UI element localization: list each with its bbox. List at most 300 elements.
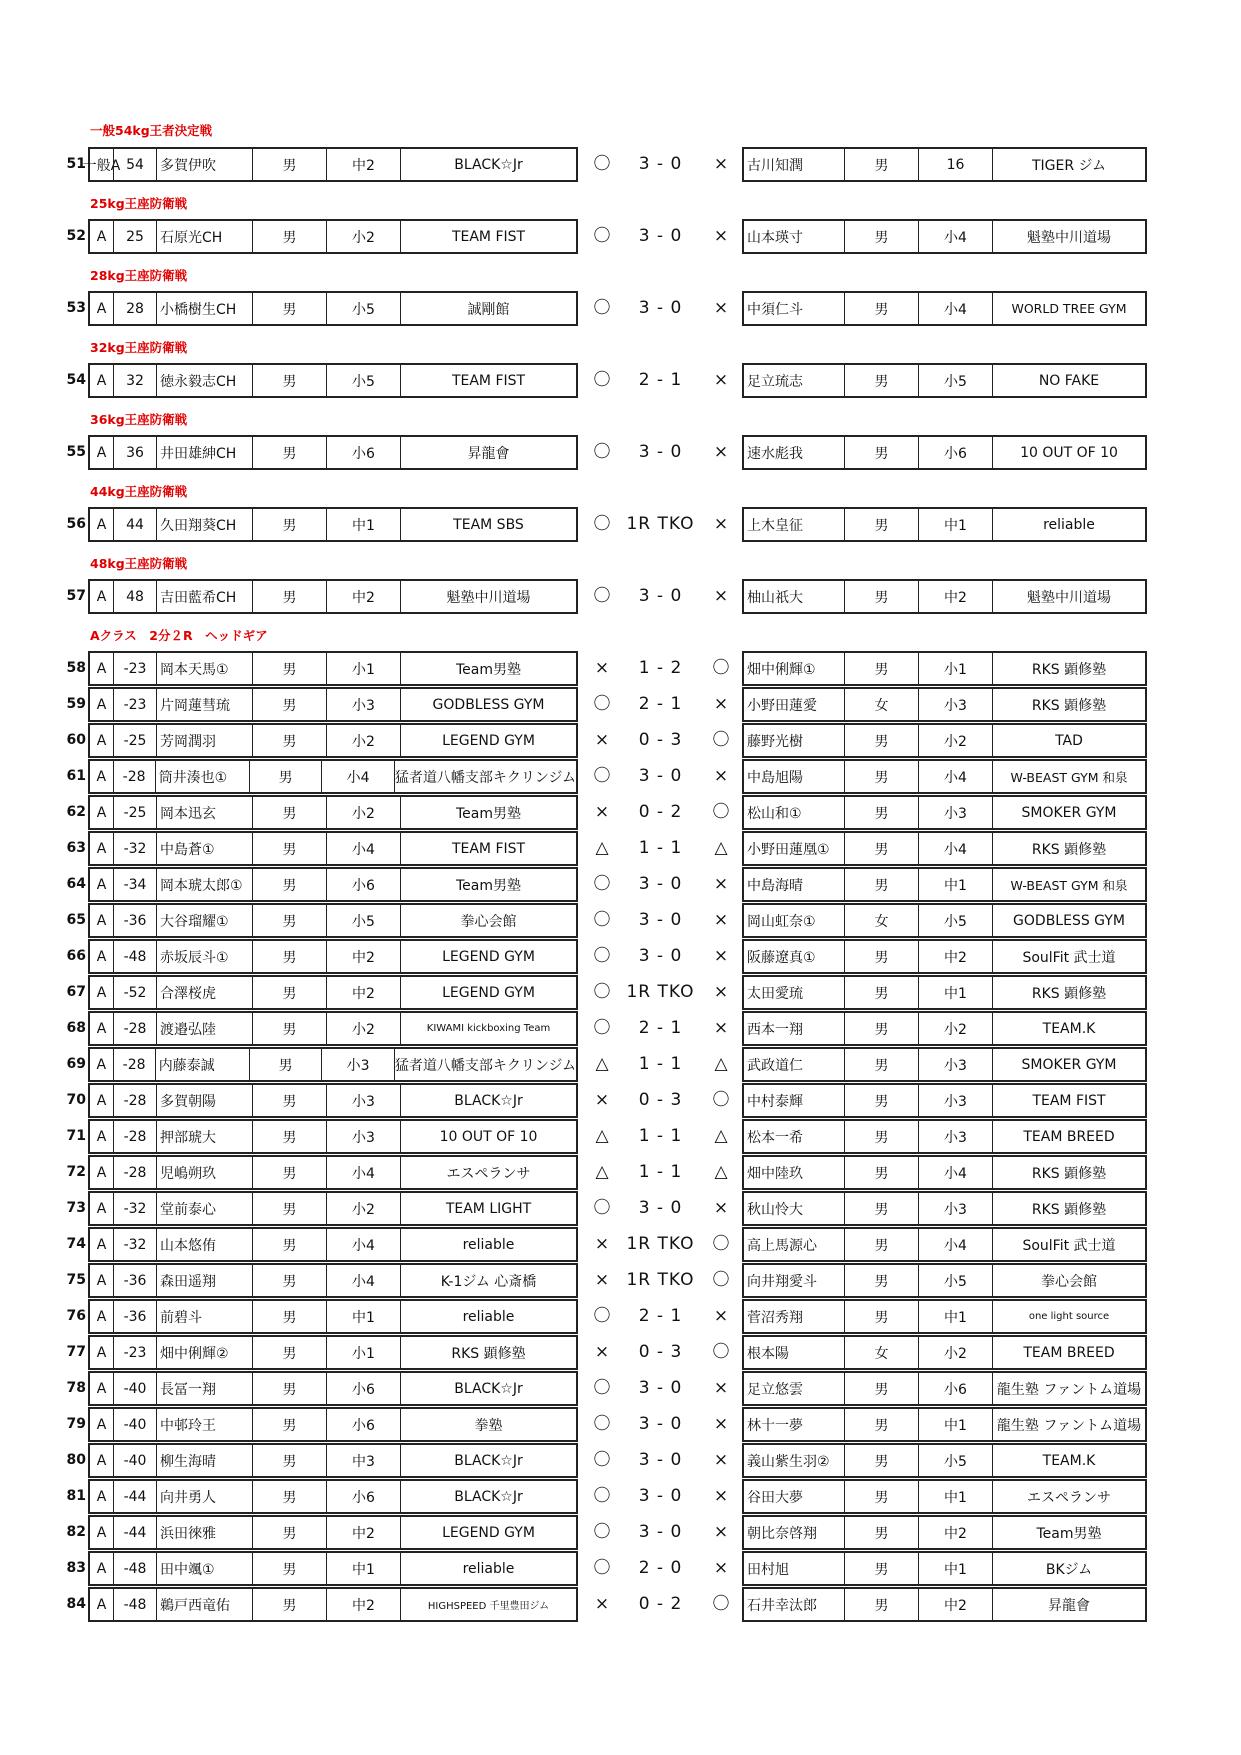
fighter-name: 岡本琥太郎① — [156, 869, 252, 900]
left-fighter — [88, 975, 578, 1010]
gym-name: 拳塾 — [400, 1409, 576, 1440]
score: 0 - 2 — [638, 802, 683, 822]
opponent-gym: RKS 顕修塾 — [992, 1193, 1145, 1224]
opponent-name: 石井幸汰郎 — [747, 1597, 817, 1614]
weight-cell: -28 — [113, 1013, 156, 1044]
fighter-name: 岡本天馬① — [156, 653, 252, 684]
score: 1R TKO — [626, 514, 695, 534]
gym-name: LEGEND GYM — [400, 725, 576, 756]
fighter-name: 岡本迅玄 — [156, 797, 252, 828]
left-result-mark: 〇 — [593, 910, 611, 930]
score: 3 - 0 — [638, 1414, 683, 1434]
grade-cell: 小5 — [326, 365, 400, 396]
right-fighter — [742, 795, 1147, 830]
gym-name: 猛者道八幡支部キクリンジム — [394, 761, 576, 792]
left-fighter — [88, 1443, 578, 1478]
right-result-mark: × — [713, 1558, 729, 1578]
left-fighter — [88, 1407, 578, 1442]
opponent-gym: 昇龍會 — [992, 1589, 1145, 1620]
opponent-sex: 男 — [844, 1013, 918, 1044]
bout-row — [0, 1227, 1241, 1262]
left-fighter — [88, 507, 578, 542]
left-result-mark: 〇 — [593, 514, 611, 534]
opponent-grade: 小3 — [918, 1049, 992, 1080]
opponent-name: 根本陽 — [747, 1345, 789, 1362]
bout-number: 80 — [66, 1452, 86, 1468]
right-fighter — [742, 1083, 1147, 1118]
opponent-name: 武政道仁 — [747, 1057, 803, 1074]
weight-cell: -34 — [113, 869, 156, 900]
left-result-mark: 〇 — [593, 982, 611, 1002]
bout-row — [0, 1011, 1241, 1046]
opponent-gym: SMOKER GYM — [992, 1049, 1145, 1080]
left-fighter — [88, 1119, 578, 1154]
weight-cell: -36 — [113, 905, 156, 936]
right-fighter — [742, 831, 1147, 866]
right-result-mark: × — [713, 1306, 729, 1326]
grade-cell: 小2 — [326, 221, 400, 252]
sex-cell: 男 — [252, 509, 326, 540]
left-fighter — [88, 363, 578, 398]
class-cell: A — [96, 1020, 107, 1037]
opponent-grade: 小2 — [918, 1337, 992, 1368]
opponent-grade: 中2 — [918, 1589, 992, 1620]
opponent-name: 高上馬源心 — [747, 1237, 817, 1254]
opponent-grade: 小2 — [918, 725, 992, 756]
class-cell: A — [96, 1200, 107, 1217]
weight-cell: 44 — [113, 509, 156, 540]
left-result-mark: × — [594, 1342, 610, 1362]
bout-row — [0, 975, 1241, 1010]
right-fighter — [742, 1515, 1147, 1550]
score: 1R TKO — [626, 1270, 695, 1290]
bout-row — [0, 291, 1241, 326]
score: 3 - 0 — [638, 1198, 683, 1218]
weight-cell: -28 — [113, 1121, 156, 1152]
opponent-sex: 男 — [844, 1121, 918, 1152]
sex-cell: 男 — [252, 1121, 326, 1152]
class-cell: A — [96, 840, 107, 857]
sex-cell: 男 — [252, 437, 326, 468]
opponent-gym: RKS 顕修塾 — [992, 1157, 1145, 1188]
sex-cell: 男 — [252, 1013, 326, 1044]
opponent-name: 山本瑛寸 — [747, 229, 803, 246]
opponent-name: 中島海晴 — [747, 877, 803, 894]
score: 3 - 0 — [638, 1378, 683, 1398]
left-result-mark: × — [594, 1234, 610, 1254]
gym-name: TEAM SBS — [400, 509, 576, 540]
right-result-mark: 〇 — [712, 1342, 730, 1362]
class-cell: A — [96, 588, 107, 605]
score: 1R TKO — [626, 982, 695, 1002]
right-fighter — [742, 975, 1147, 1010]
right-result-mark: × — [713, 370, 729, 390]
sex-cell: 男 — [252, 1481, 326, 1512]
opponent-name: 林十一夢 — [747, 1417, 803, 1434]
grade-cell: 中1 — [326, 1301, 400, 1332]
opponent-grade: 小3 — [918, 797, 992, 828]
sex-cell: 男 — [252, 149, 326, 180]
right-result-mark: × — [713, 442, 729, 462]
class-cell: A — [96, 876, 107, 893]
class-cell: A — [96, 912, 107, 929]
right-result-mark: × — [713, 154, 729, 174]
opponent-gym: 龍生塾 ファントム道場 — [992, 1373, 1145, 1404]
weight-cell: -32 — [113, 1193, 156, 1224]
sex-cell: 男 — [252, 1373, 326, 1404]
bout-row — [0, 1335, 1241, 1370]
grade-cell: 小6 — [326, 1409, 400, 1440]
bout-row — [0, 1083, 1241, 1118]
left-result-mark: × — [594, 1270, 610, 1290]
opponent-sex: 男 — [844, 1481, 918, 1512]
right-result-mark: × — [713, 586, 729, 606]
right-fighter — [742, 1155, 1147, 1190]
opponent-gym: TAD — [992, 725, 1145, 756]
fighter-name: 山本悠侑 — [156, 1229, 252, 1260]
score: 1R TKO — [626, 1234, 695, 1254]
class-cell: A — [96, 444, 107, 461]
fighter-name: 押部琥大 — [156, 1121, 252, 1152]
grade-cell: 小3 — [326, 1085, 400, 1116]
weight-cell: -48 — [113, 941, 156, 972]
section-title: 36kg王座防衛戦 — [90, 412, 188, 427]
bout-row — [0, 1587, 1241, 1622]
right-fighter — [742, 939, 1147, 974]
weight-cell: -40 — [113, 1409, 156, 1440]
sex-cell: 男 — [252, 941, 326, 972]
score: 3 - 0 — [638, 442, 683, 462]
class-cell: A — [96, 1560, 107, 1577]
grade-cell: 中1 — [326, 1553, 400, 1584]
grade-cell: 中3 — [326, 1445, 400, 1476]
left-fighter — [88, 1263, 578, 1298]
weight-cell: -25 — [113, 797, 156, 828]
right-result-mark: 〇 — [712, 1594, 730, 1614]
left-fighter — [88, 723, 578, 758]
class-cell: A — [96, 660, 107, 677]
score: 3 - 0 — [638, 766, 683, 786]
opponent-gym: one light source — [992, 1301, 1145, 1332]
right-fighter — [742, 219, 1147, 254]
grade-cell: 小1 — [326, 653, 400, 684]
right-fighter — [742, 579, 1147, 614]
bout-row — [0, 435, 1241, 470]
left-fighter — [88, 1083, 578, 1118]
grade-cell: 小6 — [326, 1373, 400, 1404]
opponent-name: 菅沼秀翔 — [747, 1309, 803, 1326]
bout-row — [0, 1047, 1241, 1082]
bout-number: 57 — [66, 588, 86, 604]
section-title: Aクラス 2分２R ヘッドギア — [90, 628, 268, 643]
grade-cell: 小5 — [326, 293, 400, 324]
fighter-name: 畑中俐輝② — [156, 1337, 252, 1368]
fighter-name: 鵜戸西竜佑 — [156, 1589, 252, 1620]
left-fighter — [88, 1047, 578, 1082]
opponent-gym: RKS 顕修塾 — [992, 653, 1145, 684]
grade-cell: 小2 — [326, 1013, 400, 1044]
class-cell: A — [96, 1056, 107, 1073]
bout-number: 69 — [66, 1056, 86, 1072]
left-fighter — [88, 435, 578, 470]
opponent-sex: 男 — [844, 581, 918, 612]
left-result-mark: △ — [595, 1126, 609, 1146]
sex-cell: 男 — [249, 1049, 322, 1080]
left-fighter — [88, 1479, 578, 1514]
weight-cell: 48 — [113, 581, 156, 612]
opponent-sex: 女 — [844, 689, 918, 720]
gym-name: KIWAMI kickboxing Team — [400, 1013, 576, 1044]
bout-row — [0, 795, 1241, 830]
fighter-name: 中島蒼① — [156, 833, 252, 864]
bout-row — [0, 903, 1241, 938]
left-fighter — [88, 1551, 578, 1586]
opponent-sex: 男 — [844, 1589, 918, 1620]
left-result-mark: △ — [595, 1162, 609, 1182]
grade-cell: 小3 — [326, 1121, 400, 1152]
right-result-mark: × — [713, 1486, 729, 1506]
grade-cell: 小2 — [326, 1193, 400, 1224]
fighter-name: 大谷瑠耀① — [156, 905, 252, 936]
opponent-sex: 男 — [844, 725, 918, 756]
right-fighter — [742, 687, 1147, 722]
left-fighter — [88, 831, 578, 866]
opponent-gym: SoulFit 武士道 — [992, 941, 1145, 972]
class-cell: 一般A — [82, 157, 121, 174]
weight-cell: -23 — [113, 653, 156, 684]
opponent-name: 藤野光樹 — [747, 733, 803, 750]
left-result-mark: 〇 — [593, 694, 611, 714]
sex-cell: 男 — [252, 653, 326, 684]
bout-number: 68 — [66, 1020, 86, 1036]
right-fighter — [742, 903, 1147, 938]
bout-row — [0, 1443, 1241, 1478]
left-result-mark: 〇 — [593, 1558, 611, 1578]
sex-cell: 男 — [252, 1409, 326, 1440]
right-result-mark: × — [713, 514, 729, 534]
opponent-grade: 小4 — [918, 221, 992, 252]
sex-cell: 男 — [252, 1517, 326, 1548]
opponent-sex: 男 — [844, 833, 918, 864]
fighter-name: 浜田徠雅 — [156, 1517, 252, 1548]
score: 3 - 0 — [638, 226, 683, 246]
right-fighter — [742, 1479, 1147, 1514]
left-result-mark: 〇 — [593, 1018, 611, 1038]
opponent-gym: エスペランサ — [992, 1481, 1145, 1512]
fighter-name: 小橋樹生CH — [156, 293, 252, 324]
bout-number: 71 — [66, 1128, 86, 1144]
right-result-mark: △ — [714, 838, 728, 858]
right-result-mark: 〇 — [712, 730, 730, 750]
class-cell: A — [96, 372, 107, 389]
opponent-grade: 小1 — [918, 653, 992, 684]
gym-name: HIGHSPEED 千里豊田ジム — [400, 1589, 576, 1620]
right-fighter — [742, 1191, 1147, 1226]
bout-number: 59 — [66, 696, 86, 712]
gym-name: BLACK☆Jr — [400, 1445, 576, 1476]
class-cell: A — [96, 1524, 107, 1541]
grade-cell: 中2 — [326, 149, 400, 180]
score: 3 - 0 — [638, 1450, 683, 1470]
gym-name: reliable — [400, 1301, 576, 1332]
gym-name: エスペランサ — [400, 1157, 576, 1188]
left-result-mark: △ — [595, 1054, 609, 1074]
right-result-mark: △ — [714, 1054, 728, 1074]
left-fighter — [88, 219, 578, 254]
score: 3 - 0 — [638, 1486, 683, 1506]
left-result-mark: 〇 — [593, 874, 611, 894]
opponent-name: 上木皇征 — [747, 517, 803, 534]
bout-row — [0, 219, 1241, 254]
sex-cell: 男 — [252, 1301, 326, 1332]
right-result-mark: × — [713, 1450, 729, 1470]
weight-cell: -44 — [113, 1481, 156, 1512]
opponent-sex: 男 — [844, 1553, 918, 1584]
right-fighter — [742, 1263, 1147, 1298]
weight-cell: -36 — [113, 1265, 156, 1296]
grade-cell: 小6 — [326, 869, 400, 900]
sex-cell: 男 — [252, 365, 326, 396]
sex-cell: 男 — [252, 1445, 326, 1476]
left-fighter — [88, 1299, 578, 1334]
weight-cell: -32 — [113, 1229, 156, 1260]
weight-cell: 54 — [113, 149, 156, 180]
opponent-sex: 男 — [844, 1049, 918, 1080]
class-cell: A — [96, 732, 107, 749]
left-result-mark: 〇 — [593, 1414, 611, 1434]
right-fighter — [742, 1443, 1147, 1478]
bout-number: 82 — [66, 1524, 86, 1540]
gym-name: 拳心会館 — [400, 905, 576, 936]
left-fighter — [88, 1515, 578, 1550]
left-result-mark: 〇 — [593, 154, 611, 174]
score: 2 - 1 — [638, 694, 683, 714]
bout-number: 74 — [66, 1236, 86, 1252]
opponent-gym: RKS 顕修塾 — [992, 977, 1145, 1008]
left-fighter — [88, 1191, 578, 1226]
opponent-gym: RKS 顕修塾 — [992, 689, 1145, 720]
fighter-name: 久田翔葵CH — [156, 509, 252, 540]
score: 2 - 0 — [638, 1558, 683, 1578]
bout-row — [0, 579, 1241, 614]
sex-cell: 男 — [252, 689, 326, 720]
opponent-gym: 10 OUT OF 10 — [992, 437, 1145, 468]
gym-name: LEGEND GYM — [400, 977, 576, 1008]
weight-cell: -23 — [113, 689, 156, 720]
opponent-gym: SoulFit 武士道 — [992, 1229, 1145, 1260]
opponent-grade: 中1 — [918, 1481, 992, 1512]
left-result-mark: 〇 — [593, 1378, 611, 1398]
section-title: 48kg王座防衛戦 — [90, 556, 188, 571]
opponent-sex: 男 — [844, 1517, 918, 1548]
left-result-mark: 〇 — [593, 1486, 611, 1506]
right-result-mark: × — [713, 1018, 729, 1038]
opponent-gym: SMOKER GYM — [992, 797, 1145, 828]
right-fighter — [742, 759, 1147, 794]
fighter-name: 向井勇人 — [156, 1481, 252, 1512]
class-cell: A — [96, 696, 107, 713]
opponent-name: 柚山祇大 — [747, 589, 803, 606]
fighter-name: 堂前泰心 — [156, 1193, 252, 1224]
opponent-gym: WORLD TREE GYM — [992, 293, 1145, 324]
opponent-name: 谷田大夢 — [747, 1489, 803, 1506]
opponent-grade: 小4 — [918, 293, 992, 324]
opponent-gym: 拳心会館 — [992, 1265, 1145, 1296]
opponent-name: 岡山虹奈① — [747, 913, 816, 930]
bout-number: 79 — [66, 1416, 86, 1432]
score: 3 - 0 — [638, 1522, 683, 1542]
opponent-sex: 男 — [844, 1085, 918, 1116]
left-fighter — [88, 1227, 578, 1262]
class-cell: A — [96, 1596, 107, 1613]
opponent-gym: W-BEAST GYM 和泉 — [992, 869, 1145, 900]
right-fighter — [742, 291, 1147, 326]
sex-cell: 男 — [252, 869, 326, 900]
opponent-name: 畑中陸玖 — [747, 1165, 803, 1182]
opponent-sex: 男 — [844, 1193, 918, 1224]
left-fighter — [88, 939, 578, 974]
right-result-mark: 〇 — [712, 1270, 730, 1290]
score: 2 - 1 — [638, 1306, 683, 1326]
bout-row — [0, 1155, 1241, 1190]
opponent-sex: 男 — [844, 1373, 918, 1404]
right-fighter — [742, 1407, 1147, 1442]
opponent-grade: 小2 — [918, 1013, 992, 1044]
opponent-gym: GODBLESS GYM — [992, 905, 1145, 936]
opponent-grade: 中2 — [918, 581, 992, 612]
grade-cell: 小4 — [326, 1265, 400, 1296]
opponent-grade: 中2 — [918, 1517, 992, 1548]
opponent-name: 太田愛琉 — [747, 985, 803, 1002]
score: 3 - 0 — [638, 298, 683, 318]
bout-number: 81 — [66, 1488, 86, 1504]
right-result-mark: × — [713, 874, 729, 894]
bout-number: 77 — [66, 1344, 86, 1360]
fighter-name: 徳永毅志CH — [156, 365, 252, 396]
left-fighter — [88, 1371, 578, 1406]
bout-row — [0, 1551, 1241, 1586]
sex-cell: 男 — [252, 293, 326, 324]
bout-number: 62 — [66, 804, 86, 820]
gym-name: BLACK☆Jr — [400, 1085, 576, 1116]
grade-cell: 小2 — [326, 725, 400, 756]
fighter-name: 多賀朝陽 — [156, 1085, 252, 1116]
right-result-mark: × — [713, 946, 729, 966]
left-fighter — [88, 795, 578, 830]
gym-name: K-1ジム 心斎橋 — [400, 1265, 576, 1296]
right-result-mark: × — [713, 982, 729, 1002]
weight-cell: -36 — [113, 1301, 156, 1332]
class-cell: A — [96, 1344, 107, 1361]
opponent-name: 畑中俐輝① — [747, 661, 816, 678]
gym-name: BLACK☆Jr — [400, 1373, 576, 1404]
opponent-name: 阪藤遼真① — [747, 949, 816, 966]
opponent-grade: 小3 — [918, 1193, 992, 1224]
right-result-mark: × — [713, 226, 729, 246]
opponent-name: 足立琉志 — [747, 373, 803, 390]
opponent-sex: 男 — [844, 977, 918, 1008]
bout-row — [0, 1515, 1241, 1550]
bout-row — [0, 651, 1241, 686]
left-result-mark: 〇 — [593, 1306, 611, 1326]
sex-cell: 男 — [252, 221, 326, 252]
gym-name: LEGEND GYM — [400, 1517, 576, 1548]
class-cell: A — [96, 228, 107, 245]
sex-cell: 男 — [252, 1229, 326, 1260]
weight-cell: -40 — [113, 1445, 156, 1476]
bout-number: 55 — [66, 444, 86, 460]
weight-cell: -25 — [113, 725, 156, 756]
